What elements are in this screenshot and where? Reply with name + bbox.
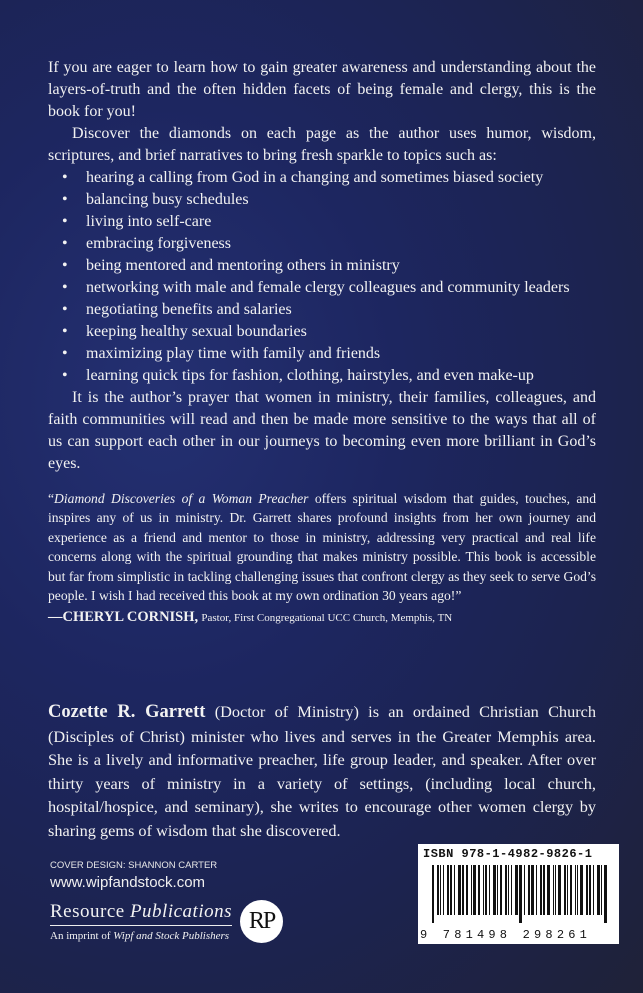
barcode-bar — [570, 865, 572, 915]
topic-item: • hearing a calling from God in a changing and sometimes biased society — [86, 167, 596, 189]
barcode-bar — [450, 865, 452, 915]
publisher-url: www.wipfandstock.com — [50, 874, 206, 891]
barcode-bar — [577, 865, 578, 915]
author-bio — [48, 700, 596, 842]
barcode-bar — [604, 865, 607, 923]
barcode-bar — [515, 865, 518, 915]
topic-item: • being mentored and mentoring others in ministry — [86, 255, 596, 277]
barcode-bar — [447, 865, 449, 915]
publisher-name-italic: Publications — [129, 900, 233, 922]
barcode-bar — [519, 865, 522, 923]
barcode-bar — [567, 865, 568, 915]
barcode-bar — [589, 865, 591, 915]
imprint-publisher: Wipf and Stock Publishers — [113, 929, 230, 942]
endorsement — [48, 489, 596, 628]
barcode-bar — [524, 865, 525, 915]
barcode-bar — [458, 865, 461, 915]
barcode-bar — [505, 865, 507, 915]
barcode-bar — [536, 865, 537, 915]
barcode-bar — [478, 865, 480, 915]
book-title: Diamond Discoveries of a Woman Preacher — [54, 491, 309, 506]
barcode-bar — [540, 865, 542, 915]
open-quote: “ — [48, 491, 55, 506]
publisher-block — [50, 900, 283, 943]
topics-list — [48, 167, 596, 387]
topic-item: • living into self-care — [86, 211, 596, 233]
bio-text: (Doctor of Ministry) is an ordained Christian Church (Disciples of Christ) minister who lives and serves in the Greater Memphis area. She is a lively and informative preacher, life group leader, and speaker. After over thirty years of ministry in a variety of settings, (including local church, hospital/hospice, and seminary), she writes to encourage other women clergy by sharing gems of wisdom that she discovered. — [48, 702, 597, 840]
barcode-bar — [528, 865, 530, 915]
barcode-bar — [437, 865, 439, 915]
endorser-role: Pastor, First Congregational UCC Church, Memphis, TN — [201, 612, 453, 625]
prayer-paragraph: It is the author’s prayer that women in ministry, their families, colleagues, and faith communities will read and then be made more sensitive to the ways that all of us can support each other in our journeys to becoming even more brilliant in God’s eyes. — [48, 389, 596, 472]
topic-item: • maximizing play time with family and friends — [86, 343, 596, 365]
barcode-bar — [558, 865, 561, 915]
endorsement-attribution — [48, 607, 596, 628]
barcode-digits: 9 781498 298261 — [420, 928, 592, 942]
barcode-bar — [485, 865, 487, 915]
barcode-bar — [511, 865, 512, 915]
imprint-text: An imprint of — [50, 929, 114, 942]
barcode-bar — [575, 865, 576, 915]
author-name: Cozette R. Garrett — [48, 702, 206, 723]
barcode-bar — [555, 865, 556, 915]
barcode-bar — [471, 865, 472, 915]
barcode-bar — [508, 865, 509, 915]
barcode — [418, 844, 619, 944]
barcode-bar — [489, 865, 490, 915]
barcode-bar — [547, 865, 550, 915]
publisher-name: Resource — [50, 900, 130, 922]
barcode-bar — [497, 865, 498, 915]
barcode-bar — [580, 865, 583, 915]
topic-item: • keeping healthy sexual boundaries — [86, 321, 596, 343]
barcode-bar — [597, 865, 600, 915]
barcode-bar — [440, 865, 441, 915]
barcode-bar — [586, 865, 588, 915]
barcode-bar — [531, 865, 534, 915]
topic-item: • balancing busy schedules — [86, 189, 596, 211]
footer-credits — [50, 860, 283, 943]
back-cover-text — [48, 57, 596, 842]
isbn: ISBN 978-1-4982-9826-1 — [423, 847, 593, 861]
barcode-bar — [564, 865, 566, 915]
publisher-logo — [50, 901, 232, 943]
barcode-bar — [432, 865, 434, 923]
cover-design-credit: COVER DESIGN: SHANNON CARTER — [50, 860, 218, 871]
description — [48, 57, 596, 475]
topic-item: • networking with male and female clergy colleagues and community leaders — [86, 277, 596, 299]
topic-item: • learning quick tips for fashion, clothing, hairstyles, and even make-up — [86, 365, 596, 387]
barcode-bar — [601, 865, 602, 915]
barcode-bar — [462, 865, 464, 915]
barcode-bar — [483, 865, 484, 915]
rp-logo-icon: RP — [240, 900, 283, 943]
barcode-bar — [473, 865, 476, 915]
topic-item: • negotiating benefits and salaries — [86, 299, 596, 321]
endorser-name: —CHERYL CORNISH, — [48, 609, 199, 626]
barcode-bar — [500, 865, 502, 915]
barcode-bar — [443, 865, 444, 915]
topics-intro: Discover the diamonds on each page as the author uses humor, wisdom, scriptures, and brief narratives to bring fresh sparkle to topics such as: — [48, 125, 596, 164]
barcode-bar — [493, 865, 496, 915]
barcode-bar — [593, 865, 594, 915]
endorsement-text: offers spiritual wisdom that guides, touches, and inspires any of us in ministry. Dr. Garrett shares profound insights from her own journey and experience as a friend and mentor to those in ministry, addressing very practical and real life concerns along with the spiritual grounding that makes ministry possible. This book is accessible but far from simplistic in tackling challenging issues that confront clergy as they seek to serve God’s people. I wish I had received this book at my own ordination 30 years ago!” — [48, 491, 596, 604]
barcode-bar — [466, 865, 468, 915]
topic-item: • embracing forgiveness — [86, 233, 596, 255]
barcode-bar — [553, 865, 554, 915]
barcode-bar — [543, 865, 545, 915]
barcode-bar — [454, 865, 455, 915]
barcode-bars-icon — [432, 865, 608, 923]
intro-paragraph: If you are eager to learn how to gain greater awareness and understanding about the layers-of-truth and the often hidden facets of being female and clergy, this is the book for you! — [48, 59, 596, 120]
